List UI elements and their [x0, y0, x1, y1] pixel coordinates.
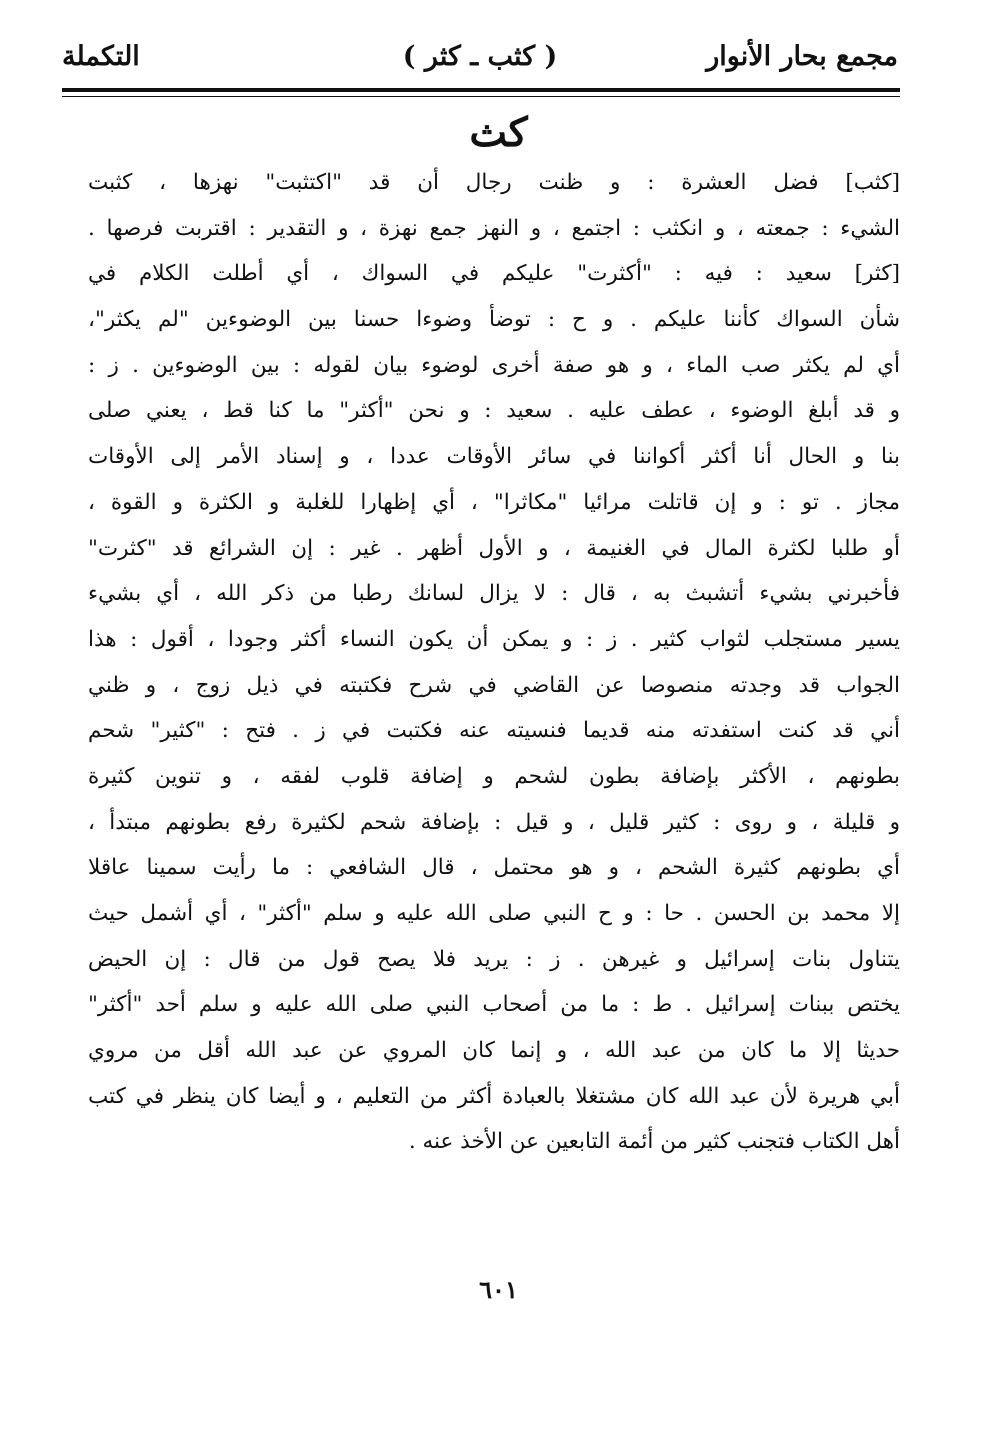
- text-line: أبي هريرة لأن عبد الله كان مشتغلا بالعبادة أكثر من التعليم ، و أيضا كان ينظر في كتب: [88, 1083, 900, 1109]
- text-line: [كثر] سعيد : فيه : "أكثرت" عليكم في السواك ، أي أطلت الكلام في: [88, 261, 900, 287]
- header-book-title: مجمع بحار الأنوار: [706, 40, 898, 72]
- header-section-name: التكملة: [62, 40, 140, 72]
- text-line: إلا محمد بن الحسن . حا : و ح النبي صلى الله عليه و سلم "أكثر" ، أي أشمل حيث: [88, 901, 900, 926]
- header-rule-thick: [62, 88, 900, 92]
- page-number: ٦٠١: [479, 1275, 518, 1304]
- header-entry-range: ( كثب ـ كثر ): [402, 40, 558, 72]
- text-line: مجاز . تو : و إن قاتلت مرائيا "مكاثرا" ، أي إظهارا للغلبة و الكثرة و القوة ،: [88, 489, 900, 515]
- section-heading: كث: [469, 109, 528, 156]
- text-line: فأخبرني بشيء أتشبث به ، قال : لا يزال لسانك رطبا من ذكر الله ، أي بشيء: [88, 581, 900, 607]
- text-line: أي بطونهم كثيرة الشحم ، و هو محتمل ، قال الشافعي : ما رأيت سمينا عاقلا: [88, 855, 900, 881]
- running-header: [62, 36, 898, 76]
- text-line: و قليلة ، و روى : كثير قليل ، و قيل : بإضافة شحم لكثيرة رفع بطونهم مبتدأ ،: [88, 809, 900, 835]
- text-line: الشيء : جمعته ، و انكثب : اجتمع ، و النهز جمع نهزة ، و التقدير : اقتربت فرصها .: [88, 215, 900, 241]
- text-line: [كثب] فضل العشرة : و ظنت رجال أن قد "اكتثبت" نهزها ، كثبت: [88, 170, 900, 195]
- text-line: أو طلبا لكثرة المال في الغنيمة ، و الأول أظهر . غير : إن الشرائع قد "كثرت": [88, 535, 900, 561]
- text-line: و قد أبلغ الوضوء ، عطف عليه . سعيد : و نحن "أكثر" ما كنا قط ، يعني صلى: [88, 398, 900, 424]
- text-line: يختص ببنات إسرائيل . ط : ما من أصحاب النبي صلى الله عليه و سلم أحد "أكثر": [88, 992, 900, 1018]
- text-line: الجواب قد وجدته منصوصا عن القاضي في شرح فكتبته في ذيل زوج ، و ظني: [88, 672, 900, 698]
- text-line: بنا و الحال أنا أكثر أكواننا في سائر الأوقات عددا ، و إسناد الأمر إلى الأوقات: [88, 444, 900, 470]
- body-text: [88, 160, 900, 1165]
- text-line: حديثا إلا ما كان من عبد الله ، و إنما كان المروي عن عبد الله أقل من مروي: [88, 1038, 900, 1064]
- text-line: شأن السواك كأننا عليكم . و ح : توضأ وضوءا حسنا بين الوضوءين "لم يكثر"،: [88, 307, 900, 333]
- header-rule-thin: [62, 96, 900, 97]
- text-line: بطونهم ، الأكثر بإضافة بطون لشحم و إضافة قلوب لفقه ، و تنوين كثيرة: [88, 763, 900, 789]
- text-line: أي لم يكثر صب الماء ، و هو صفة أخرى لوضوء بيان لقوله : بين الوضوءين . ز :: [88, 352, 900, 378]
- text-line: يتناول بنات إسرائيل و غيرهن . ز : يريد فلا يصح قول من قال : إن الحيض: [88, 946, 900, 972]
- text-line-last: أهل الكتاب فتجنب كثير من أئمة التابعين عن الأخذ عنه .: [408, 1129, 900, 1155]
- text-line: يسير مستجلب لثواب كثير . ز : و يمكن أن يكون النساء أكثر وجودا ، أقول : هذا: [88, 626, 900, 652]
- text-line: أني قد كنت استفدته منه قديما فنسيته عنه فكتبت في ز . فتح : "كثير" شحم: [88, 718, 900, 744]
